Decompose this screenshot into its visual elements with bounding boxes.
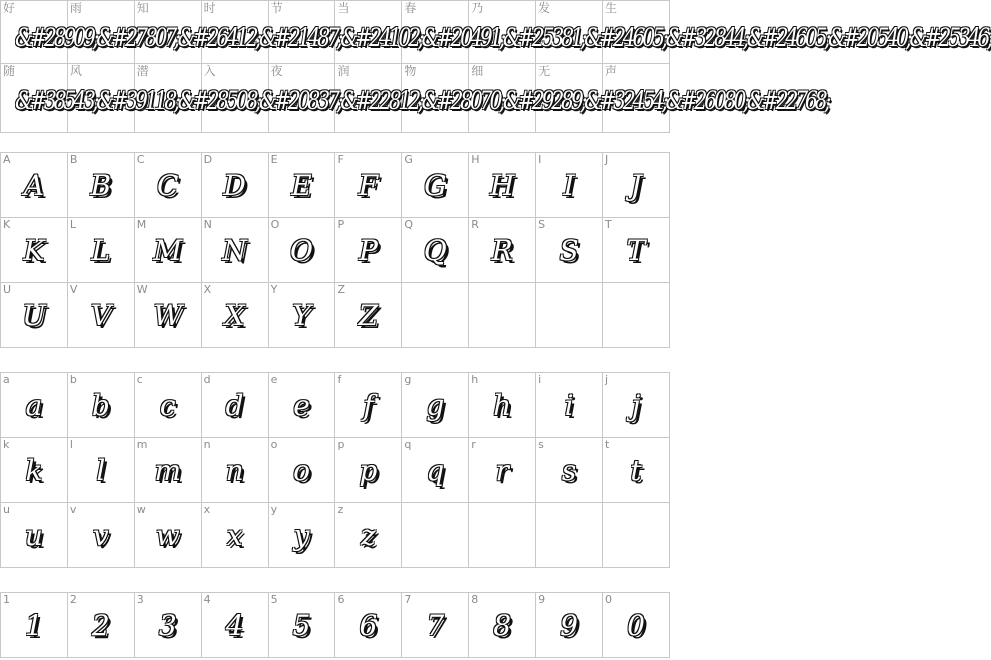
- glyph-sample: t: [630, 453, 642, 487]
- glyph-sample: u: [24, 518, 43, 552]
- glyph-cell: [201, 503, 268, 568]
- empty-cell: [402, 283, 469, 348]
- cell-label: o: [270, 438, 278, 451]
- cell-label: B: [69, 153, 78, 166]
- glyph-row: [1, 503, 670, 568]
- glyph-cell: [603, 438, 670, 503]
- cell-label: p: [337, 438, 345, 451]
- cell-label: E: [270, 153, 278, 166]
- glyph-sample: 9: [560, 608, 578, 642]
- glyph-cell: [268, 503, 335, 568]
- glyph-sample: 2: [91, 608, 110, 642]
- cell-label: 细: [471, 64, 484, 78]
- glyph-cell: [1, 503, 68, 568]
- sample-text-table: [0, 0, 991, 133]
- cell-label: G: [404, 153, 413, 166]
- glyph-sample: J: [630, 168, 642, 202]
- cell-label: W: [136, 283, 148, 296]
- glyph-sample: a: [25, 388, 43, 422]
- glyph-cell: [402, 218, 469, 283]
- glyph-sample: 4: [225, 608, 244, 642]
- cell-label: e: [270, 373, 278, 386]
- cell-label: F: [337, 153, 344, 166]
- cell-label: Y: [270, 283, 278, 296]
- sample-row: [1, 64, 670, 133]
- sample-cell: [536, 1, 603, 64]
- cell-label: 1: [3, 593, 10, 606]
- glyph-cell: [268, 153, 335, 218]
- cell-label: q: [404, 438, 412, 451]
- cell-label: h: [471, 373, 479, 386]
- cell-label: k: [3, 438, 10, 451]
- glyph-cell: [536, 438, 603, 503]
- cell-label: s: [538, 438, 544, 451]
- cell-label: 物: [404, 64, 417, 78]
- cell-label: 2: [69, 593, 77, 606]
- glyph-sample: f: [363, 388, 374, 422]
- cell-label: A: [3, 153, 11, 166]
- cell-label: j: [605, 373, 609, 386]
- cell-label: c: [136, 373, 143, 386]
- cell-label: 8: [471, 593, 479, 606]
- glyph-cell: [402, 593, 469, 658]
- sample-cell: [201, 64, 268, 133]
- cell-label: Z: [337, 283, 345, 296]
- cell-label: m: [136, 438, 148, 451]
- sample-rendered-text: &#38543;&#39118;&#28508;&#20837;&#22812;&#28070;&#29289;&#32454;&#26080;&#22768;: [15, 86, 829, 115]
- glyph-sample: j: [631, 388, 641, 422]
- glyph-sample: m: [154, 453, 181, 487]
- cell-label: 入: [203, 64, 216, 78]
- glyph-cell: [268, 373, 335, 438]
- glyph-sample: V: [90, 298, 111, 332]
- glyph-sample: 7: [426, 608, 445, 642]
- sample-cell: [67, 64, 134, 133]
- glyph-sample: G: [424, 168, 447, 202]
- cell-label: x: [203, 503, 211, 516]
- glyph-sample: s: [561, 453, 577, 487]
- glyph-sample: z: [361, 518, 376, 552]
- glyph-cell: [67, 593, 134, 658]
- glyph-cell: [402, 373, 469, 438]
- sample-cell: [268, 1, 335, 64]
- glyph-cell: [268, 438, 335, 503]
- cell-label: H: [471, 153, 480, 166]
- glyph-cell: [335, 283, 402, 348]
- glyph-sample: K: [23, 233, 45, 267]
- glyph-row: [1, 373, 670, 438]
- sample-cell: [134, 1, 201, 64]
- cell-label: 夜: [270, 64, 283, 78]
- cell-label: b: [69, 373, 77, 386]
- glyph-sample: A: [23, 168, 45, 202]
- glyph-sample: N: [222, 233, 247, 267]
- glyph-sample: h: [493, 388, 512, 422]
- glyph-cell: [201, 373, 268, 438]
- glyph-cell: [1, 593, 68, 658]
- glyph-cell: [536, 593, 603, 658]
- glyph-row: [1, 218, 670, 283]
- empty-cell: [536, 283, 603, 348]
- empty-cell: [603, 283, 670, 348]
- sample-rendered-text: &#28909;&#27807;&#26412;&#21487;&#24102;&#20491;&#25381;&#24605;&#32844;&#24605;&#20540;&#25346;: [15, 23, 991, 52]
- sample-cell: [134, 64, 201, 133]
- glyph-sample: e: [293, 388, 310, 422]
- cell-label: 雨: [69, 1, 82, 15]
- glyph-sample: Q: [423, 233, 447, 267]
- glyph-cell: [134, 438, 201, 503]
- cell-label: 4: [203, 593, 211, 606]
- glyph-sample: k: [25, 453, 43, 487]
- cell-label: C: [136, 153, 145, 166]
- glyph-sample: 8: [493, 608, 512, 642]
- glyph-cell: [201, 218, 268, 283]
- lowercase-glyph-table: [0, 372, 670, 568]
- glyph-sample: 3: [158, 608, 177, 642]
- glyph-cell: [335, 593, 402, 658]
- glyph-sample: H: [489, 168, 515, 202]
- glyph-row: [1, 153, 670, 218]
- cell-label: f: [337, 373, 342, 386]
- cell-label: t: [605, 438, 610, 451]
- glyph-cell: [134, 218, 201, 283]
- glyph-sample: I: [563, 168, 575, 202]
- cell-label: r: [471, 438, 476, 451]
- glyph-cell: [268, 283, 335, 348]
- cell-label: 好: [3, 1, 16, 15]
- glyph-cell: [402, 438, 469, 503]
- cell-label: K: [3, 218, 11, 231]
- glyph-sample: L: [91, 233, 111, 267]
- glyph-sample: 1: [25, 608, 43, 642]
- cell-label: 声: [605, 64, 618, 78]
- empty-cell: [469, 283, 536, 348]
- glyph-sample: D: [223, 168, 246, 202]
- digit-glyph-table: [0, 592, 670, 658]
- glyph-sample: Y: [292, 298, 311, 332]
- glyph-sample: E: [291, 168, 312, 202]
- glyph-cell: [603, 153, 670, 218]
- cell-label: u: [3, 503, 10, 516]
- glyph-cell: [335, 153, 402, 218]
- sample-cell: [469, 64, 536, 133]
- cell-label: 知: [136, 1, 149, 15]
- cell-label: 6: [337, 593, 345, 606]
- sample-cell: [536, 64, 603, 133]
- glyph-sample: b: [91, 388, 110, 422]
- sample-cell: [335, 1, 402, 64]
- glyph-row: [1, 283, 670, 348]
- glyph-sample: P: [358, 233, 378, 267]
- cell-label: l: [69, 438, 73, 451]
- glyph-sample: X: [224, 298, 245, 332]
- glyph-sample: p: [359, 453, 378, 487]
- cell-label: y: [270, 503, 278, 516]
- glyph-cell: [603, 593, 670, 658]
- cell-label: 节: [270, 1, 283, 15]
- glyph-cell: [67, 438, 134, 503]
- glyph-cell: [1, 438, 68, 503]
- sample-cell: [1, 1, 991, 64]
- cell-label: 7: [404, 593, 412, 606]
- glyph-sample: 0: [627, 608, 645, 642]
- glyph-sample: x: [226, 518, 243, 552]
- glyph-sample: y: [293, 518, 310, 552]
- cell-label: 生: [605, 1, 618, 15]
- cell-label: U: [3, 283, 12, 296]
- glyph-sample: B: [90, 168, 112, 202]
- glyph-cell: [67, 218, 134, 283]
- cell-label: R: [471, 218, 479, 231]
- cell-label: 随: [3, 64, 16, 78]
- glyph-cell: [201, 593, 268, 658]
- glyph-sample: g: [426, 388, 445, 422]
- glyph-cell: [536, 218, 603, 283]
- glyph-cell: [335, 503, 402, 568]
- glyph-cell: [67, 283, 134, 348]
- empty-cell: [603, 503, 670, 568]
- glyph-cell: [402, 153, 469, 218]
- sample-cell: [402, 1, 469, 64]
- cell-label: n: [203, 438, 211, 451]
- glyph-cell: [603, 373, 670, 438]
- glyph-cell: [1, 153, 68, 218]
- glyph-cell: [1, 373, 68, 438]
- cell-label: T: [605, 218, 612, 231]
- glyph-sample: W: [153, 298, 183, 332]
- glyph-cell: [469, 593, 536, 658]
- cell-label: 0: [605, 593, 613, 606]
- glyph-cell: [603, 218, 670, 283]
- empty-cell: [469, 503, 536, 568]
- sample-cell: [603, 64, 670, 133]
- cell-label: 乃: [471, 1, 484, 15]
- sample-cell: [469, 1, 536, 64]
- cell-label: w: [136, 503, 146, 516]
- glyph-cell: [134, 283, 201, 348]
- cell-label: N: [203, 218, 212, 231]
- empty-cell: [402, 503, 469, 568]
- cell-label: D: [203, 153, 213, 166]
- cell-label: 9: [538, 593, 546, 606]
- glyph-sample: S: [559, 233, 579, 267]
- cell-label: M: [136, 218, 147, 231]
- sample-cell: [67, 1, 134, 64]
- glyph-sample: o: [293, 453, 310, 487]
- sample-cell: [201, 1, 268, 64]
- empty-cell: [536, 503, 603, 568]
- cell-label: 润: [337, 64, 350, 78]
- cell-label: 潜: [136, 64, 149, 78]
- glyph-cell: [67, 373, 134, 438]
- cell-label: Q: [404, 218, 414, 231]
- glyph-cell: [67, 153, 134, 218]
- cell-label: 风: [69, 64, 82, 78]
- sample-cell: [1, 64, 829, 133]
- glyph-cell: [134, 503, 201, 568]
- glyph-sample: w: [155, 518, 180, 552]
- glyph-sample: c: [159, 388, 176, 422]
- glyph-sample: n: [225, 453, 244, 487]
- glyph-sample: q: [426, 453, 445, 487]
- glyph-sample: M: [153, 233, 183, 267]
- glyph-sample: R: [491, 233, 513, 267]
- glyph-cell: [201, 438, 268, 503]
- cell-label: P: [337, 218, 345, 231]
- uppercase-glyph-table: [0, 152, 670, 348]
- cell-label: 春: [404, 1, 417, 15]
- glyph-cell: [469, 373, 536, 438]
- glyph-sample: v: [92, 518, 109, 552]
- glyph-sample: d: [225, 388, 244, 422]
- cell-label: 时: [203, 1, 216, 15]
- cell-label: X: [203, 283, 212, 296]
- glyph-cell: [134, 593, 201, 658]
- glyph-sample: 5: [292, 608, 311, 642]
- glyph-cell: [201, 283, 268, 348]
- glyph-sample: r: [495, 453, 509, 487]
- glyph-cell: [469, 153, 536, 218]
- glyph-cell: [1, 283, 68, 348]
- glyph-cell: [134, 373, 201, 438]
- cell-label: 当: [337, 1, 350, 15]
- glyph-cell: [469, 218, 536, 283]
- glyph-cell: [335, 438, 402, 503]
- glyph-sample: F: [358, 168, 379, 202]
- glyph-cell: [134, 153, 201, 218]
- glyph-cell: [268, 218, 335, 283]
- cell-label: z: [337, 503, 344, 516]
- sample-cell: [335, 64, 402, 133]
- sample-cell: [603, 1, 670, 64]
- cell-label: 无: [538, 64, 551, 78]
- glyph-sample: O: [290, 233, 313, 267]
- sample-cell: [268, 64, 335, 133]
- glyph-sample: U: [22, 298, 46, 332]
- cell-label: 5: [270, 593, 278, 606]
- glyph-row: [1, 438, 670, 503]
- glyph-cell: [536, 373, 603, 438]
- cell-label: v: [69, 503, 77, 516]
- glyph-sample: i: [564, 388, 574, 422]
- sample-row: [1, 1, 670, 64]
- cell-label: J: [605, 153, 609, 166]
- cell-label: 发: [538, 1, 551, 15]
- glyph-cell: [536, 153, 603, 218]
- cell-label: g: [404, 373, 412, 386]
- cell-label: O: [270, 218, 280, 231]
- cell-label: i: [538, 373, 542, 386]
- cell-label: L: [69, 218, 77, 231]
- cell-label: a: [3, 373, 10, 386]
- glyph-cell: [469, 438, 536, 503]
- glyph-cell: [67, 503, 134, 568]
- glyph-cell: [1, 218, 68, 283]
- sample-cell: [402, 64, 469, 133]
- glyph-sample: l: [96, 453, 106, 487]
- glyph-sample: T: [626, 233, 646, 267]
- cell-label: I: [538, 153, 542, 166]
- glyph-cell: [201, 153, 268, 218]
- glyph-cell: [335, 373, 402, 438]
- cell-label: 3: [136, 593, 144, 606]
- glyph-cell: [335, 218, 402, 283]
- glyph-sample: Z: [358, 298, 379, 332]
- glyph-row: [1, 593, 670, 658]
- glyph-sample: C: [157, 168, 179, 202]
- cell-label: V: [69, 283, 78, 296]
- glyph-cell: [268, 593, 335, 658]
- glyph-sample: 6: [359, 608, 378, 642]
- cell-label: d: [203, 373, 211, 386]
- cell-label: S: [538, 218, 546, 231]
